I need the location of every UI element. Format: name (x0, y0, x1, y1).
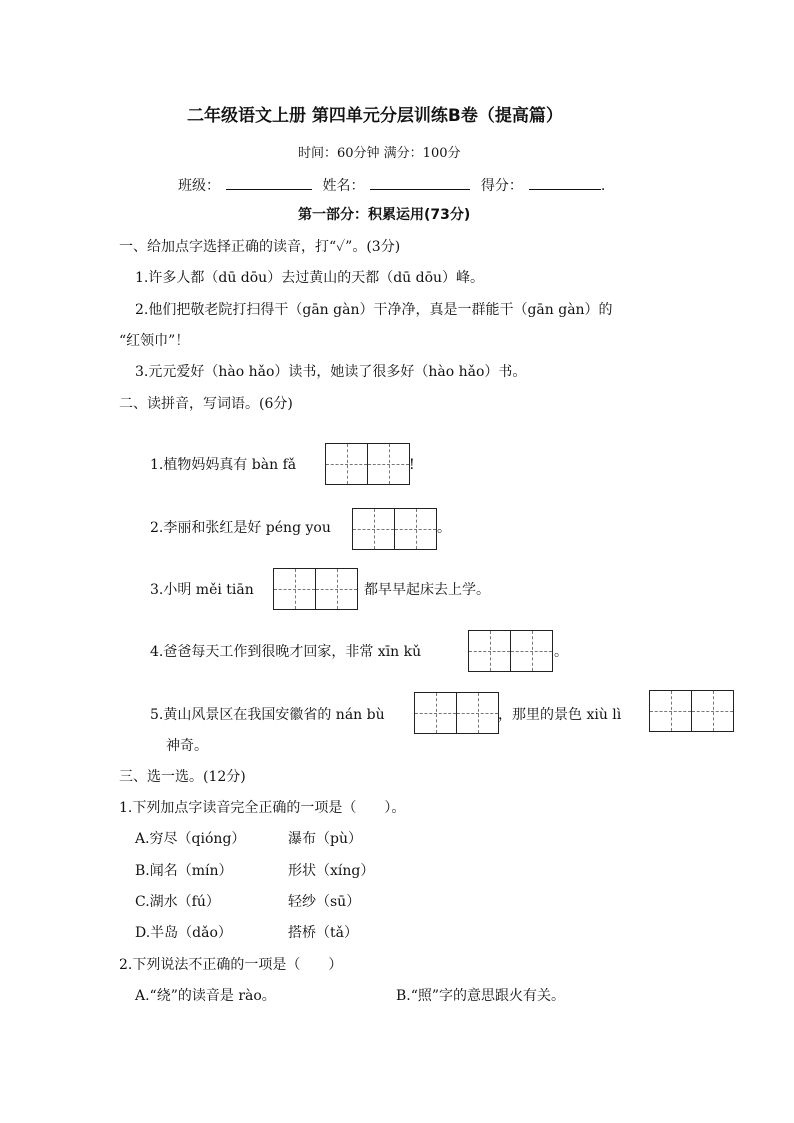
section2-q3-end: 都早早起床去上学。 (364, 582, 490, 598)
name-label: 姓名： (322, 178, 365, 194)
answer-grid-q2[interactable] (352, 508, 437, 550)
q1-option-a-2: 瀑布（pù） (288, 831, 362, 847)
q2-option-b: B.“照”字的意思跟火有关。 (396, 988, 566, 1004)
answer-grid-q3[interactable] (273, 568, 358, 610)
score-label: 得分： (480, 178, 523, 194)
section1-q3: 3.元元爱好（hào hǎo）读书，她读了很多好（hào hǎo）书。 (135, 364, 527, 380)
q1-option-d-2: 搭桥（tǎ） (288, 925, 358, 941)
score-blank[interactable] (529, 175, 601, 190)
part1-title: 第一部分：积累运用(73分) (298, 207, 471, 223)
section1-q1: 1.许多人都（dū dōu）去过黄山的天都（dū dōu）峰。 (135, 270, 485, 286)
answer-grid-q5b[interactable] (649, 690, 734, 732)
q2-option-a: A.“绕”的读音是 rào。 (135, 988, 276, 1004)
section1-heading: 一、给加点字选择正确的读音，打“✓”。(3分) (119, 239, 401, 255)
section2-q5-line2: 神奇。 (166, 738, 208, 754)
name-blank[interactable] (370, 175, 470, 190)
answer-grid-q4[interactable] (468, 630, 553, 672)
q1-option-d: D.半岛（dǎo） (135, 925, 232, 941)
section2-q4-text: 4.爸爸每天工作到很晚才回家，非常 xīn kǔ (150, 644, 422, 660)
section1-q2-line2: “红领巾”！ (119, 333, 190, 349)
section3-q2: 2.下列说法不正确的一项是（ ） (119, 957, 343, 973)
trailing-dot: . (600, 178, 606, 194)
q1-option-b-2: 形状（xíng） (288, 863, 375, 879)
section2-q2-text: 2.李丽和张红是好 péng you (150, 520, 331, 536)
q1-option-b: B.闻名（mín） (135, 863, 233, 879)
class-blank[interactable] (226, 175, 312, 190)
page-title: 二年级语文上册 第四单元分层训练B卷（提高篇） (187, 106, 563, 126)
class-label: 班级： (178, 178, 220, 194)
answer-grid-q5a[interactable] (414, 692, 499, 734)
section2-q5-text: 5.黄山风景区在我国安徽省的 nán bù (150, 707, 385, 723)
section2-heading: 二、读拼音，写词语。(6分) (119, 396, 293, 412)
q1-option-a: A.穷尽（qióng） (135, 831, 246, 847)
section1-q2-line1: 2.他们把敬老院打扫得干（gān gàn）干净净，真是一群能干（gān gàn）的 (135, 302, 613, 318)
section2-q3-text: 3.小明 měi tiān (150, 582, 254, 598)
q1-option-c: C.湖水（fú） (135, 894, 220, 910)
section2-q1-end: ! (409, 457, 415, 473)
section2-q4-end: 。 (554, 644, 568, 660)
section3-heading: 三、选一选。(12分) (119, 769, 246, 785)
time-info: 时间：60分钟 满分：100分 (298, 146, 461, 161)
section2-q2-end: 。 (437, 520, 451, 536)
section3-q1: 1.下列加点字读音完全正确的一项是（ ）。 (119, 800, 406, 816)
info-line (178, 175, 605, 196)
section2-q1-text: 1.植物妈妈真有 bàn fǎ (150, 457, 297, 473)
q1-option-c-2: 轻纱（sū） (288, 894, 361, 910)
answer-grid-q1[interactable] (325, 443, 410, 485)
section2-q5-mid: ，那里的景色 xiù lì (498, 707, 622, 723)
